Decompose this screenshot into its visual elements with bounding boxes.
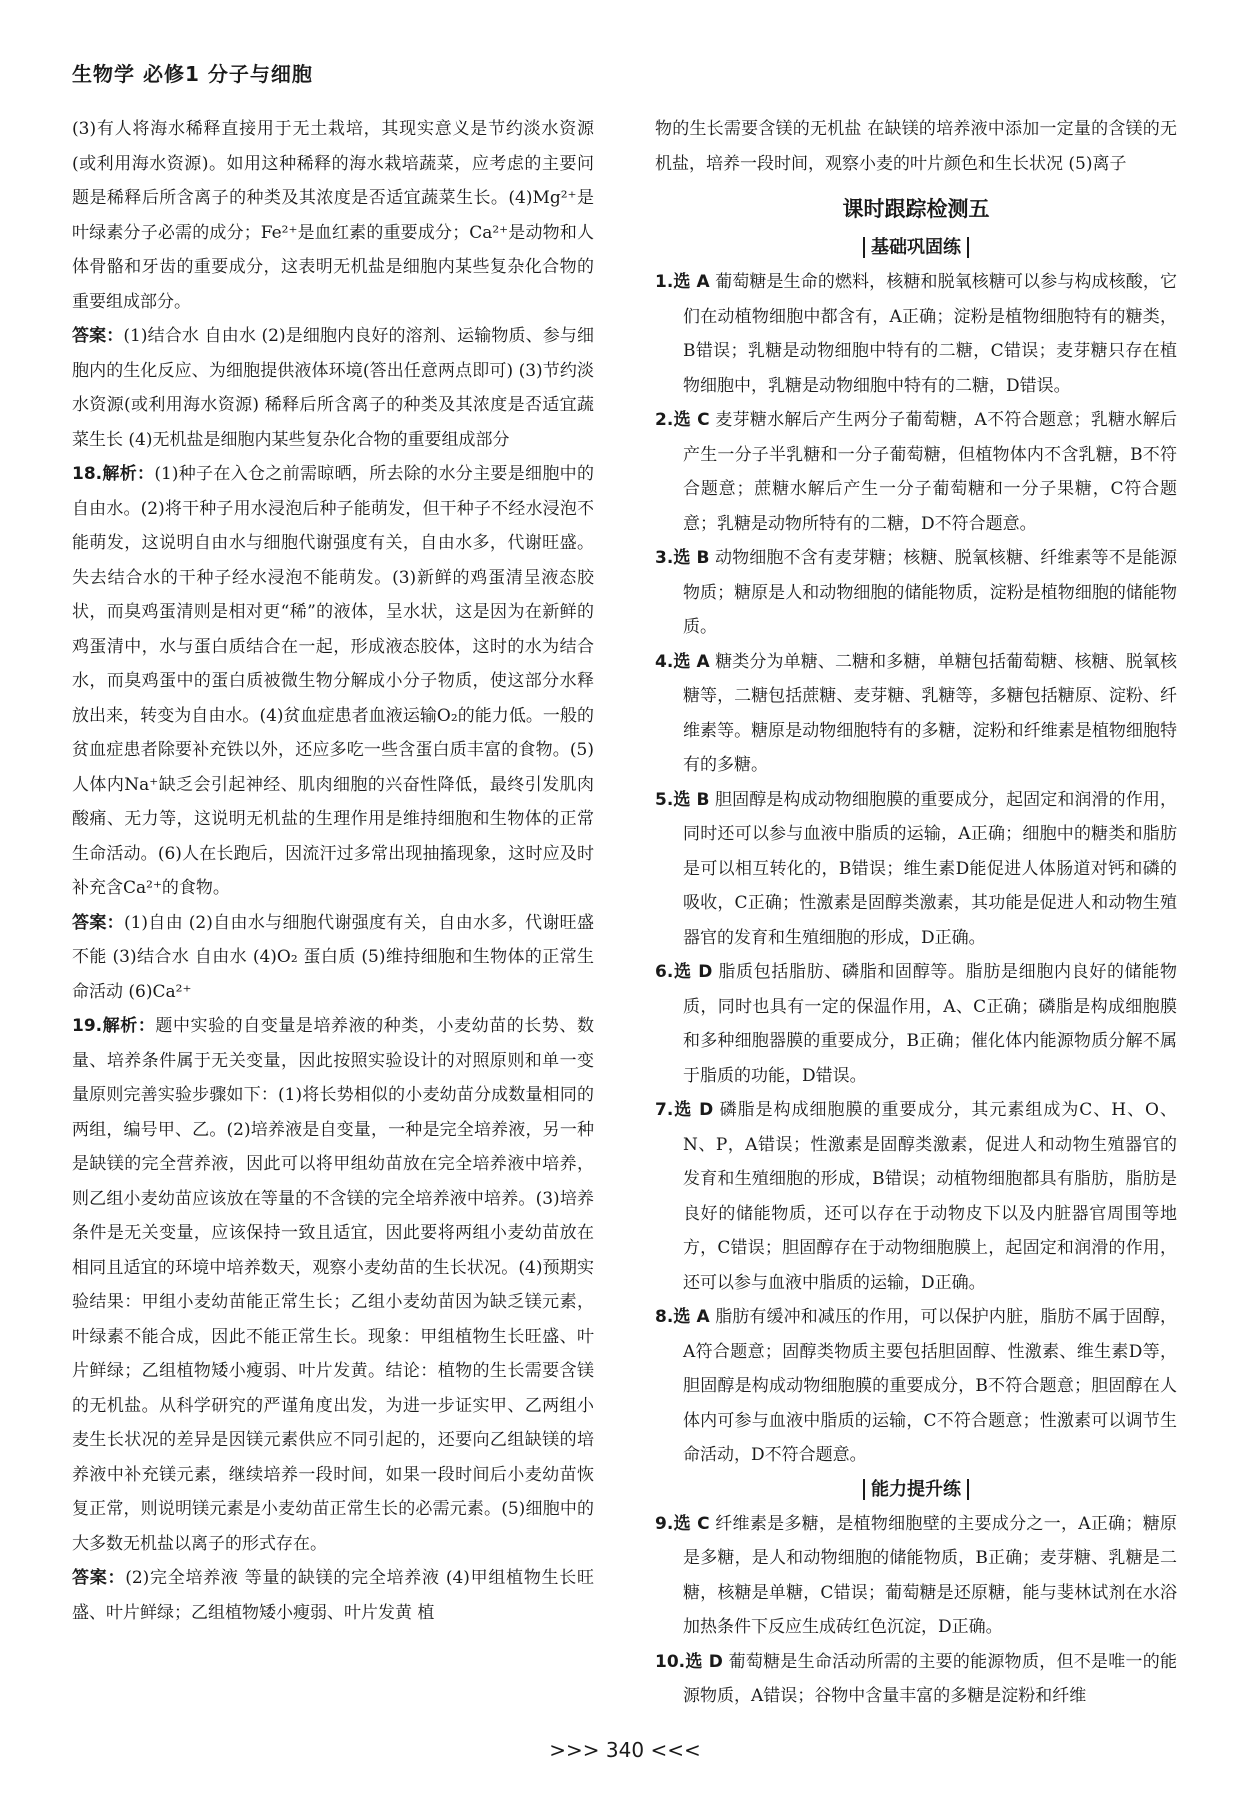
item-explanation: 磷脂是构成细胞膜的重要成分，其元素组成为C、H、O、N、P，A错误；性激素是固醇类激素，促进人和动物生殖器官的发育和生殖细胞的形成，B错误；动植物细胞都具有脂肪，脂肪是良好的储能物质，还可以存在于动物皮下以及内脏器官周围等地方，C错误；胆固醇存在于动物细胞膜上，起固定和润滑的作用，还可以参与血液中脂质的运输，D正确。 bbox=[683, 1100, 1177, 1293]
subsection-basic-label: 基础巩固练 bbox=[863, 237, 969, 258]
item-choice-label: 1.选 A bbox=[655, 272, 710, 292]
item-explanation: 葡萄糖是生命的燃料，核糖和脱氧核糖可以参与构成核酸，它们在动植物细胞中都含有，A正确；淀粉是植物细胞特有的糖类，B错误；乳糖是动物细胞中特有的二糖，C错误；麦芽糖只存在植物细胞中，乳糖是动物细胞中特有的二糖，D错误。 bbox=[683, 272, 1177, 396]
analysis-text: (1)种子在入仓之前需晾晒，所去除的水分主要是细胞中的自由水。(2)将干种子用水浸泡后种子能萌发，但干种子不经水浸泡不能萌发，这说明自由水与细胞代谢强度有关，自由水多，代谢旺盛。失去结合水的干种子经水浸泡不能萌发。(3)新鲜的鸡蛋清呈液态胶状，而臭鸡蛋清则是相对更“稀”的液体，呈水状，这是因为在新鲜的鸡蛋清中，水与蛋白质结合在一起，形成液态胶体，这时的水为结合水，而臭鸡蛋中的蛋白质被微生物分解成小分子物质，使这部分水释放出来，转变为自由水。(4)贫血症患者血液运输O₂的能力低。一般的贫血症患者除要补充铁以外，还应多吃一些含蛋白质丰富的食物。(5)人体内Na⁺缺乏会引起神经、肌肉细胞的兴奋性降低，最终引发肌肉酸痛、无力等，这说明无机盐的生理作用是维持细胞和生物体的正常生命活动。(6)人在长跑后，因流汗过多常出现抽搐现象，这时应及时补充含Ca²⁺的食物。 bbox=[72, 464, 594, 898]
advanced-items-list bbox=[655, 1507, 1177, 1714]
item-explanation: 脂质包括脂肪、磷脂和固醇等。脂肪是细胞内良好的储能物质，同时也具有一定的保温作用，A、C正确；磷脂是构成细胞膜和多种细胞器膜的重要成分，B正确；催化体内能源物质分解不属于脂质的功能，D错误。 bbox=[683, 962, 1177, 1086]
answer-label: 答案： bbox=[72, 326, 124, 346]
answer-text: (1)结合水 自由水 (2)是细胞内良好的溶剂、运输物质、参与细胞内的生化反应、为细胞提供液体环境(答出任意两点即可) (3)节约淡水资源(或利用海水资源) 稀释后所含离子的种类及其浓度是否适宜蔬菜生长 (4)无机盐是细胞内某些复杂化合物的重要组成部分 bbox=[72, 326, 595, 450]
item-explanation: 脂肪有缓冲和减压的作用，可以保护内脏，脂肪不属于固醇，A符合题意；固醇类物质主要包括胆固醇、性激素、维生素D等，胆固醇是构成动物细胞膜的重要成分，B不符合题意；胆固醇在人体内可参与血液中脂质的运输，C不符合题意；性激素可以调节生命活动，D不符合题意。 bbox=[683, 1307, 1177, 1465]
item-choice-label: 7.选 D bbox=[655, 1100, 714, 1120]
item-explanation: 麦芽糖水解后产生两分子葡萄糖，A不符合题意；乳糖水解后产生一分子半乳糖和一分子葡萄糖，但植物体内不含乳糖，B不符合题意；蔗糖水解后产生一分子葡萄糖和一分子果糖，C符合题意；乳糖是动物所特有的二糖，D不符合题意。 bbox=[683, 410, 1177, 534]
list-item bbox=[655, 1093, 1177, 1300]
list-item bbox=[655, 955, 1177, 1093]
list-item bbox=[655, 1645, 1177, 1714]
answer-label: 答案： bbox=[72, 1568, 126, 1588]
answer-19 bbox=[72, 1561, 594, 1630]
right-column bbox=[655, 112, 1177, 1714]
list-item bbox=[655, 783, 1177, 956]
left-column bbox=[72, 112, 594, 1630]
list-item bbox=[655, 541, 1177, 645]
list-item bbox=[655, 403, 1177, 541]
list-item bbox=[655, 1507, 1177, 1645]
subsection-advanced bbox=[655, 1473, 1177, 1507]
answer-18 bbox=[72, 906, 594, 1010]
answer-19-continued: 物的生长需要含镁的无机盐 在缺镁的培养液中添加一定量的含镁的无机盐，培养一段时间，观察小麦的叶片颜色和生长状况 (5)离子 bbox=[655, 119, 1177, 174]
answer-label: 答案： bbox=[72, 912, 124, 933]
answer-text: (2)完全培养液 等量的缺镁的完全培养液 (4)甲组植物生长旺盛、叶片鲜绿；乙组植物矮小瘦弱、叶片发黄 植 bbox=[72, 1568, 595, 1623]
item-choice-label: 6.选 D bbox=[655, 962, 713, 982]
item-choice-label: 3.选 B bbox=[655, 548, 710, 568]
item-explanation: 糖类分为单糖、二糖和多糖，单糖包括葡萄糖、核糖、脱氧核糖等，二糖包括蔗糖、麦芽糖、乳糖等，多糖包括糖原、淀粉、纤维素等。糖原是动物细胞特有的多糖，淀粉和纤维素是植物细胞特有的多糖。 bbox=[683, 651, 1177, 775]
item-explanation: 纤维素是多糖，是植物细胞壁的主要成分之一，A正确；糖原是多糖，是人和动物细胞的储能物质，B正确；麦芽糖、乳糖是二糖，核糖是单糖，C错误；葡萄糖是还原糖，能与斐林试剂在水浴加热条件下反应生成砖红色沉淀，D正确。 bbox=[683, 1513, 1177, 1637]
subsection-basic bbox=[655, 231, 1177, 265]
item-choice-label: 5.选 B bbox=[655, 789, 710, 810]
item-choice-label: 9.选 C bbox=[655, 1513, 710, 1534]
answer-17 bbox=[72, 319, 594, 457]
item-explanation: 葡萄糖是生命活动所需的主要的能源物质，但不是唯一的能源物质，A错误；谷物中含量丰富的多糖是淀粉和纤维 bbox=[683, 1651, 1177, 1706]
item-choice-label: 4.选 A bbox=[655, 651, 710, 672]
analysis-18 bbox=[72, 457, 594, 906]
analysis-label: 19.解析： bbox=[72, 1016, 156, 1036]
answer-text: (1)自由 (2)自由水与细胞代谢强度有关，自由水多，代谢旺盛 不能 (3)结合水 自由水 (4)O₂ 蛋白质 (5)维持细胞和生物体的正常生命活动 (6)Ca²⁺ bbox=[72, 912, 594, 1002]
running-header: 生物学 必修1 分子与细胞 bbox=[72, 62, 313, 86]
basic-items-list bbox=[655, 265, 1177, 1473]
item-choice-label: 10.选 D bbox=[655, 1651, 723, 1672]
analysis-19 bbox=[72, 1009, 594, 1561]
item-choice-label: 8.选 A bbox=[655, 1307, 710, 1327]
list-item bbox=[655, 265, 1177, 403]
list-item bbox=[655, 1300, 1177, 1473]
paragraph-17-3: (3)有人将海水稀释直接用于无土栽培，其现实意义是节约淡水资源(或利用海水资源)。如用这种稀释的海水栽培蔬菜，应考虑的主要问题是稀释后所含离子的种类及其浓度是否适宜蔬菜生长。(4)Mg²⁺是叶绿素分子必需的成分；Fe²⁺是血红素的重要成分；Ca²⁺是动物和人体骨骼和牙齿的重要成分，这表明无机盐是细胞内某些复杂化合物的重要组成部分。 bbox=[72, 119, 594, 312]
item-explanation: 动物细胞不含有麦芽糖；核糖、脱氧核糖、纤维素等不是能源物质；糖原是人和动物细胞的储能物质，淀粉是植物细胞的储能物质。 bbox=[683, 548, 1177, 637]
section-title: 课时跟踪检测五 bbox=[842, 197, 990, 221]
subsection-advanced-label: 能力提升练 bbox=[863, 1479, 969, 1500]
analysis-label: 18.解析： bbox=[72, 464, 155, 484]
analysis-text: 题中实验的自变量是培养液的种类，小麦幼苗的长势、数量、培养条件属于无关变量，因此按照实验设计的对照原则和单一变量原则完善实验步骤如下：(1)将长势相似的小麦幼苗分成数量相同的两组，编号甲、乙。(2)培养液是自变量，一种是完全培养液，另一种是缺镁的完全营养液，因此可以将甲组幼苗放在完全培养液中培养，则乙组小麦幼苗应该放在等量的不含镁的完全培养液中培养。(3)培养条件是无关变量，应该保持一致且适宜，因此要将两组小麦幼苗放在相同且适宜的环境中培养数天，观察小麦幼苗的生长状况。(4)预期实验结果：甲组小麦幼苗能正常生长；乙组小麦幼苗因为缺乏镁元素，叶绿素不能合成，因此不能正常生长。现象：甲组植物生长旺盛、叶片鲜绿；乙组植物矮小瘦弱、叶片发黄。结论：植物的生长需要含镁的无机盐。从科学研究的严谨角度出发，为进一步证实甲、乙两组小麦生长状况的差异是因镁元素供应不同引起的，还要向乙组缺镁的培养液中补充镁元素，继续培养一段时间，如果一段时间后小麦幼苗恢复正常，则说明镁元素是小麦幼苗正常生长的必需元素。(5)细胞中的大多数无机盐以离子的形式存在。 bbox=[72, 1016, 594, 1554]
list-item bbox=[655, 645, 1177, 783]
item-explanation: 胆固醇是构成动物细胞膜的重要成分，起固定和润滑的作用，同时还可以参与血液中脂质的运输，A正确；细胞中的糖类和脂肪是可以相互转化的，B错误；维生素D能促进人体肠道对钙和磷的吸收，C正确；性激素是固醇类激素，其功能是促进人和动物生殖器官的发育和生殖细胞的形成，D正确。 bbox=[683, 789, 1177, 948]
item-choice-label: 2.选 C bbox=[655, 410, 710, 430]
page-number: >>> 340 <<< bbox=[549, 1738, 701, 1762]
